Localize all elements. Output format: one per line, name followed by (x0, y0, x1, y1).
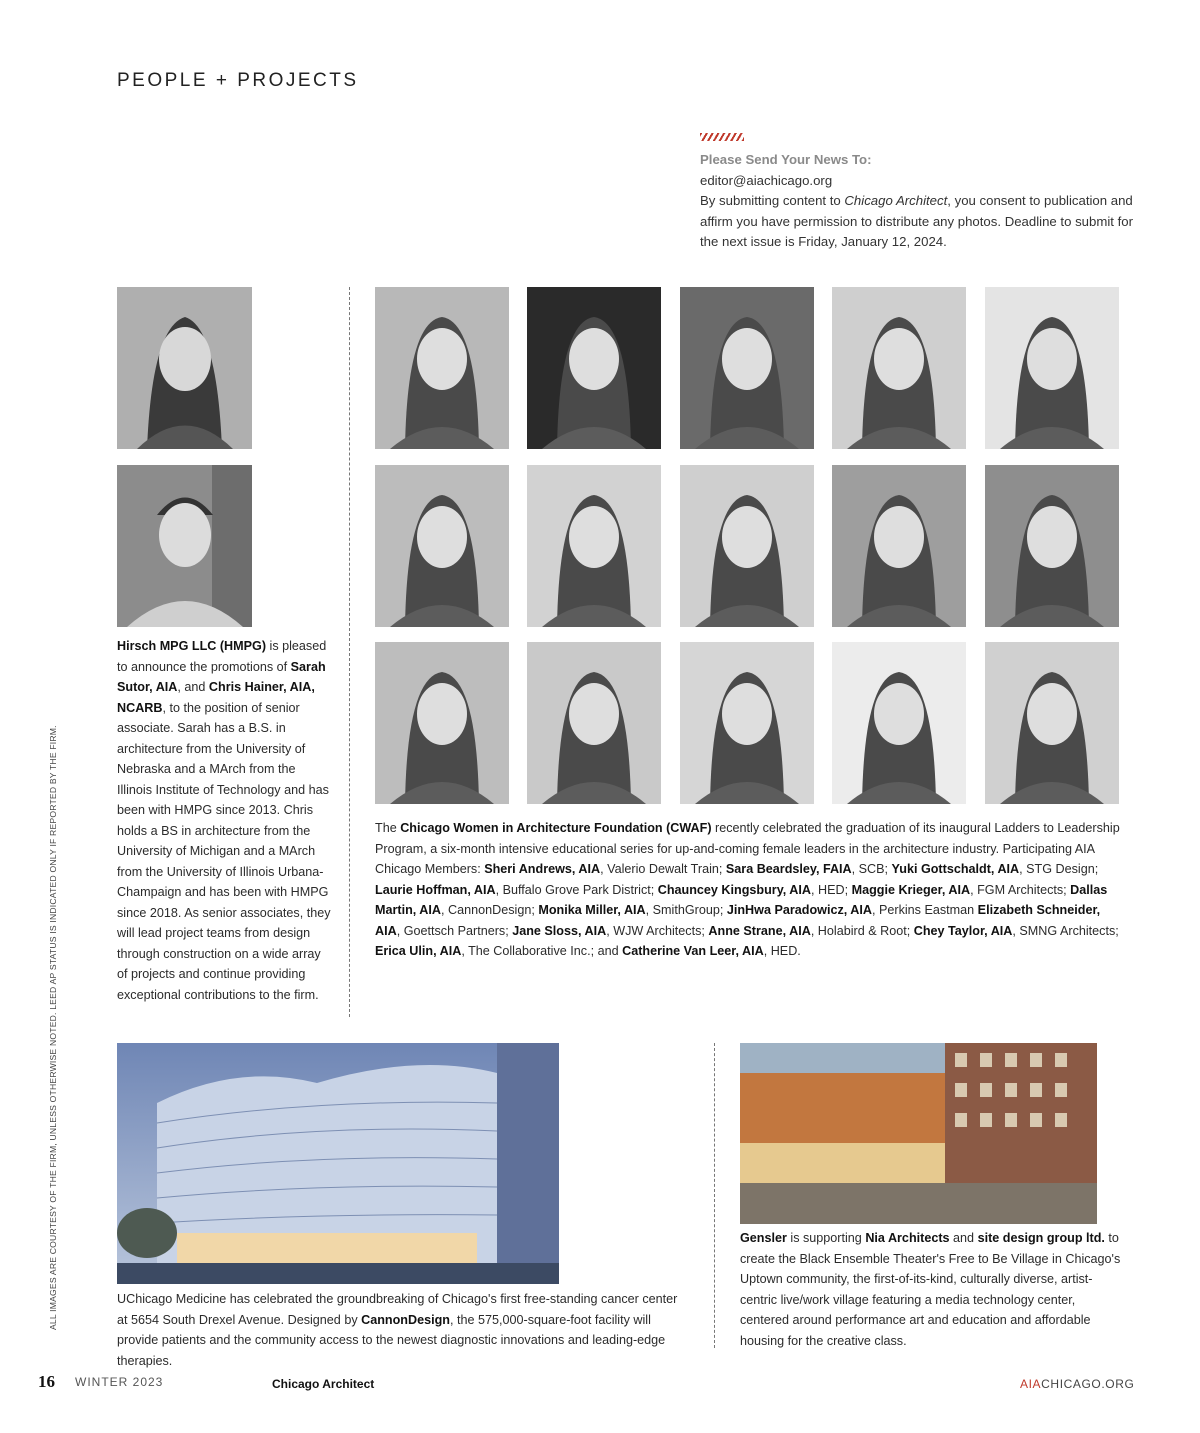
site-link[interactable] (1020, 1377, 1134, 1391)
member-affiliation: , SmithGroup; (645, 903, 727, 917)
news-text-b: , you consent to publication and affirm you have permission to distribute any photos. Deadline to submit for the next issue is Friday, January 12, 2024. (700, 193, 1133, 249)
page-number: 16 (38, 1372, 55, 1391)
hmpg-announcement (117, 636, 332, 1005)
site-accent: AIA (1020, 1377, 1042, 1391)
member-affiliation: , FGM Architects; (970, 882, 1071, 897)
member-portrait (985, 642, 1119, 804)
member-portrait (527, 287, 661, 449)
member-affiliation: , The Collaborative Inc.; and (461, 944, 623, 958)
accent-hatch (700, 133, 744, 141)
member-portrait (527, 465, 661, 627)
member-portrait (832, 287, 966, 449)
member-affiliation: , STG Design; (1019, 862, 1099, 876)
member-portrait (985, 287, 1119, 449)
member-portrait (375, 287, 509, 449)
member-affiliation: , Valerio Dewalt Train; (600, 862, 726, 876)
person-name: Sarah Sutor, AIA (117, 659, 326, 694)
member-affiliation: , HED. (763, 944, 801, 958)
column-divider (349, 287, 350, 1017)
text-span: recently celebrated the graduation of its inaugural Ladders to Leadership Program, a six-month intensive educational series for up-and-coming female leaders in the architecture industry. Participating AIA Chicago Members: (375, 821, 1120, 876)
member-list (375, 862, 1119, 958)
firm-name: CannonDesign (361, 1312, 450, 1327)
news-email[interactable]: editor@aiachicago.org (700, 172, 833, 188)
section-title: PEOPLE + PROJECTS (117, 70, 359, 91)
member-portrait (375, 465, 509, 627)
text-span: , and (177, 680, 209, 694)
member-name: Sheri Andrews, AIA (484, 862, 601, 876)
text-span: , the 575,000-square-foot facility will provide patients and the community access to the newest diagnostic innovations and leading-edge therapies. (117, 1312, 666, 1368)
uchicago-announcement (117, 1289, 687, 1371)
site-rest: CHICAGO.ORG (1041, 1377, 1135, 1391)
member-name: Erica Ulin, AIA (375, 944, 462, 958)
member-portrait (680, 642, 814, 804)
text-span: The (375, 821, 401, 835)
issue-label: WINTER 2023 (75, 1375, 164, 1389)
member-portrait (527, 642, 661, 804)
member-name: Catherine Van Leer, AIA (622, 944, 764, 958)
member-affiliation: , Buffalo Grove Park District; (495, 882, 658, 897)
gensler-announcement (740, 1228, 1125, 1351)
member-affiliation: , HED; (810, 882, 852, 897)
news-submission-box (700, 150, 1140, 253)
cwaf-announcement (375, 818, 1127, 962)
member-name: Elizabeth Schneider, AIA (375, 903, 1101, 938)
member-name: Chey Taylor, AIA (913, 923, 1013, 938)
cancer-center-rendering (117, 1043, 559, 1284)
member-name: Monika Miller, AIA (538, 903, 646, 917)
member-affiliation: , Perkins Eastman (871, 903, 978, 917)
text-span: is pleased to announce the promotions of (117, 639, 327, 674)
magazine-name: Chicago Architect (272, 1377, 375, 1391)
member-affiliation: , CannonDesign; (441, 903, 539, 917)
text-span: UChicago Medicine has celebrated the groundbreaking of Chicago's first free-standing cancer center at 5654 South Drexel Avenue. Designed by (117, 1292, 678, 1327)
org-name: Chicago Women in Architecture Foundation (CWAF) (400, 821, 712, 835)
text-span: is supporting (786, 1231, 866, 1245)
text-span: to create the Black Ensemble Theater's Free to Be Village in Chicago's Uptown community, the first-of-its-kind, culturally diverse, artist-centric live/work village featuring a media technology center, centered around performance art and education and affordable housing for the creative class. (740, 1231, 1121, 1348)
firm-name: site design group ltd. (977, 1231, 1105, 1245)
firm-name: Gensler (740, 1231, 787, 1245)
text-span: , to the position of senior associate. Sarah has a B.S. in architecture from the University of Nebraska and a MArch from the Illinois Institute of Technology and has been with HMPG since 2013. Chris holds a BS in architecture from the University of Michigan and a MArch from the University of Illinois Urbana-Champaign and has been with HMPG since 2018. As senior associates, they will lead project teams from design through construction on a wide array of projects and continue providing exceptional contributions to the firm. (117, 700, 331, 1002)
member-affiliation: , SMNG Architects; (1012, 923, 1119, 938)
member-name: Dallas Martin, AIA (375, 882, 1108, 917)
member-affiliation: , SCB; (851, 862, 892, 876)
member-name: Maggie Krieger, AIA (851, 882, 971, 897)
portrait-photo (117, 287, 252, 449)
firm-name: Hirsch MPG LLC (HMPG) (117, 639, 267, 653)
firm-name: Nia Architects (865, 1231, 950, 1245)
person-name: Chris Hainer, AIA, NCARB (117, 680, 315, 715)
member-portrait (375, 642, 509, 804)
member-name: Chauncey Kingsbury, AIA (657, 882, 811, 897)
member-portrait (832, 642, 966, 804)
news-text-a: By submitting content to (700, 193, 845, 208)
member-portrait (985, 465, 1119, 627)
news-text (700, 191, 1140, 253)
member-affiliation: , Goettsch Partners; (396, 923, 513, 938)
member-name: Jane Sloss, AIA (512, 923, 607, 938)
member-name: Yuki Gottschaldt, AIA (891, 862, 1020, 876)
image-credit-note: ALL IMAGES ARE COURTESY OF THE FIRM, UNLESS OTHERWISE NOTED. LEED AP STATUS IS INDICATED ONLY IF REPORTED BY THE FIRM. (48, 725, 58, 1330)
free-to-be-village-rendering (740, 1043, 1097, 1224)
publication-name: Chicago Architect (844, 193, 948, 208)
member-name: Anne Strane, AIA (708, 923, 811, 938)
member-name: JinHwa Paradowicz, AIA (726, 903, 872, 917)
column-divider (714, 1043, 715, 1348)
member-portrait (680, 465, 814, 627)
member-name: Laurie Hoffman, AIA (375, 882, 496, 897)
text-span: and (949, 1231, 978, 1245)
member-portrait (832, 465, 966, 627)
member-name: Sara Beardsley, FAIA (725, 862, 852, 876)
member-affiliation: , Holabird & Root; (810, 923, 914, 938)
member-portrait (680, 287, 814, 449)
news-heading: Please Send Your News To: (700, 152, 872, 167)
member-affiliation: , WJW Architects; (606, 923, 709, 938)
portrait-photo (117, 465, 252, 627)
